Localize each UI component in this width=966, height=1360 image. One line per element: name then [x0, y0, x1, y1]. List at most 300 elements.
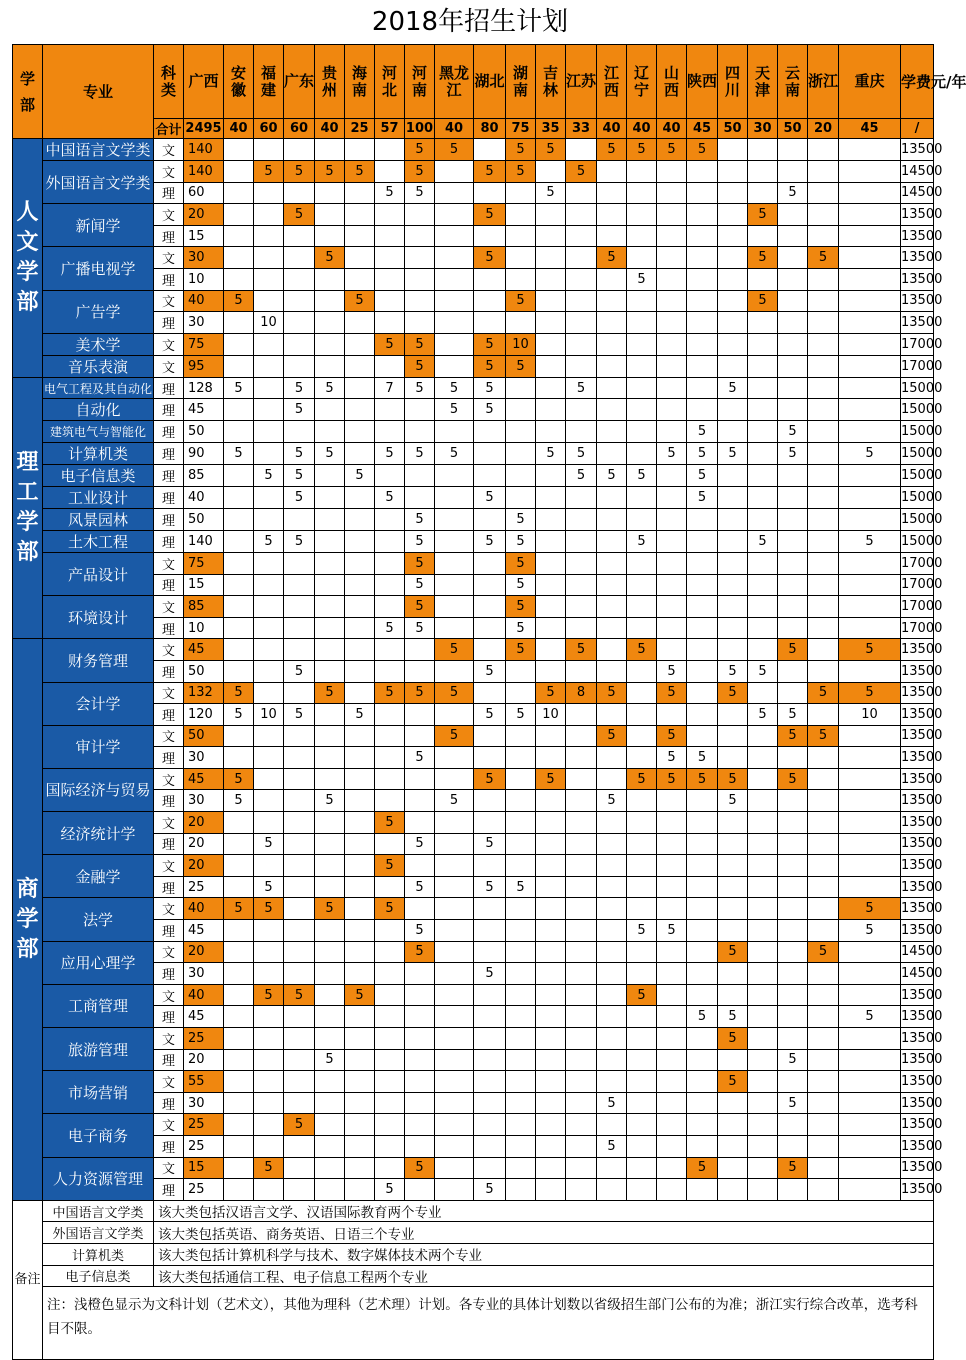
quota-cell: 5 — [224, 442, 254, 464]
major-name: 风景园林 — [43, 508, 154, 530]
quota-cell — [778, 1135, 808, 1157]
quota-cell — [284, 682, 315, 704]
quota-cell — [748, 333, 778, 355]
quota-cell — [718, 963, 748, 985]
quota-cell: 5 — [597, 725, 627, 747]
quota-cell — [597, 290, 627, 312]
tuition-fee: 15000 — [901, 399, 934, 421]
quota-cell: 5 — [405, 182, 435, 204]
quota-cell — [474, 1049, 506, 1071]
quota-cell: 5 — [315, 247, 345, 269]
quota-cell — [536, 920, 566, 942]
quota-cell — [254, 855, 284, 877]
quota-cell — [345, 421, 375, 443]
quota-cell — [566, 876, 597, 898]
quota-cell: 5 — [687, 442, 718, 464]
quota-cell — [718, 812, 748, 834]
quota-cell — [435, 596, 474, 618]
quota-cell — [687, 660, 718, 682]
subject-type: 理 — [154, 442, 184, 464]
quota-cell: 5 — [435, 682, 474, 704]
quota-cell — [839, 312, 901, 334]
quota-cell — [627, 1114, 657, 1136]
quota-cell — [435, 963, 474, 985]
quota-cell — [254, 290, 284, 312]
quota-cell — [808, 747, 839, 769]
quota-cell — [284, 552, 315, 574]
quota-cell — [506, 268, 536, 290]
tuition-fee: 13500 — [901, 725, 934, 747]
table-row — [13, 161, 934, 183]
quota-cell — [435, 617, 474, 639]
quota-cell — [627, 1049, 657, 1071]
quota-cell — [718, 639, 748, 661]
row-total: 50 — [184, 421, 224, 443]
quota-cell — [315, 855, 345, 877]
table-row — [13, 941, 934, 963]
quota-cell: 5 — [808, 247, 839, 269]
quota-cell — [748, 312, 778, 334]
quota-cell: 5 — [405, 941, 435, 963]
quota-cell: 5 — [778, 421, 808, 443]
quota-cell — [474, 290, 506, 312]
quota-cell — [474, 442, 506, 464]
quota-cell — [778, 552, 808, 574]
quota-cell — [627, 247, 657, 269]
quota-cell: 5 — [435, 790, 474, 812]
quota-cell: 5 — [405, 833, 435, 855]
major-name: 法学 — [43, 898, 154, 941]
quota-cell — [224, 508, 254, 530]
quota-cell — [345, 552, 375, 574]
quota-cell — [375, 312, 405, 334]
quota-cell — [808, 596, 839, 618]
subject-type: 文 — [154, 247, 184, 269]
province-total: 50 — [778, 119, 808, 139]
quota-cell — [627, 682, 657, 704]
table-row — [13, 682, 934, 704]
quota-cell — [375, 747, 405, 769]
row-total: 10 — [184, 617, 224, 639]
tuition-fee: 13500 — [901, 812, 934, 834]
table-row — [13, 530, 934, 552]
quota-cell — [778, 508, 808, 530]
subject-type: 文 — [154, 1028, 184, 1050]
quota-cell — [536, 333, 566, 355]
subject-type: 理 — [154, 660, 184, 682]
table-row — [13, 421, 934, 443]
quota-cell — [375, 247, 405, 269]
quota-cell: 5 — [657, 768, 687, 790]
subject-type: 理 — [154, 508, 184, 530]
quota-cell: 5 — [718, 941, 748, 963]
quota-cell — [474, 1071, 506, 1093]
quota-cell — [435, 486, 474, 508]
quota-cell: 5 — [375, 898, 405, 920]
quota-cell: 5 — [474, 486, 506, 508]
quota-cell — [778, 464, 808, 486]
quota-cell — [224, 1157, 254, 1179]
quota-cell — [627, 225, 657, 247]
quota-cell — [254, 617, 284, 639]
subject-type: 理 — [154, 920, 184, 942]
quota-cell — [657, 421, 687, 443]
quota-cell — [778, 139, 808, 161]
quota-cell — [474, 790, 506, 812]
quota-cell: 5 — [536, 139, 566, 161]
major-name: 人力资源管理 — [43, 1157, 154, 1200]
quota-cell — [808, 399, 839, 421]
quota-cell — [224, 1114, 254, 1136]
quota-cell — [627, 355, 657, 377]
quota-cell — [839, 660, 901, 682]
quota-cell — [566, 768, 597, 790]
quota-cell — [315, 464, 345, 486]
quota-cell — [839, 984, 901, 1006]
quota-cell — [506, 1092, 536, 1114]
table-row — [13, 898, 934, 920]
quota-cell — [627, 1135, 657, 1157]
major-name: 外国语言文学类 — [43, 161, 154, 204]
subject-type: 理 — [154, 876, 184, 898]
quota-cell — [718, 508, 748, 530]
quota-cell — [345, 225, 375, 247]
row-total: 15 — [184, 1157, 224, 1179]
quota-cell: 5 — [315, 682, 345, 704]
quota-cell — [718, 1049, 748, 1071]
quota-cell — [566, 617, 597, 639]
tuition-fee: 13500 — [901, 247, 934, 269]
quota-cell — [778, 682, 808, 704]
quota-cell: 5 — [718, 682, 748, 704]
quota-cell — [718, 399, 748, 421]
table-row — [13, 204, 934, 226]
quota-cell: 5 — [405, 617, 435, 639]
quota-cell — [597, 898, 627, 920]
quota-cell: 5 — [657, 442, 687, 464]
province-header: 山西 — [657, 45, 687, 119]
quota-cell — [748, 596, 778, 618]
quota-cell — [566, 1179, 597, 1201]
quota-cell — [405, 984, 435, 1006]
province-total: 30 — [748, 119, 778, 139]
quota-cell — [687, 639, 718, 661]
quota-cell — [315, 1028, 345, 1050]
row-total: 20 — [184, 941, 224, 963]
subject-type: 理 — [154, 1092, 184, 1114]
tuition-fee: 13500 — [901, 747, 934, 769]
tuition-fee: 13500 — [901, 1049, 934, 1071]
quota-cell: 5 — [375, 1179, 405, 1201]
tuition-fee: 14500 — [901, 963, 934, 985]
quota-cell — [808, 508, 839, 530]
quota-cell — [224, 464, 254, 486]
province-header: 江苏 — [566, 45, 597, 119]
quota-cell — [435, 464, 474, 486]
quota-cell — [597, 833, 627, 855]
quota-cell — [435, 574, 474, 596]
quota-cell — [778, 399, 808, 421]
quota-cell — [687, 920, 718, 942]
quota-cell — [718, 1179, 748, 1201]
quota-cell: 5 — [687, 1006, 718, 1028]
quota-cell — [506, 377, 536, 399]
quota-cell — [627, 898, 657, 920]
quota-cell — [254, 421, 284, 443]
quota-cell — [345, 596, 375, 618]
major-name: 新闻学 — [43, 204, 154, 247]
quota-cell — [375, 1028, 405, 1050]
quota-cell — [254, 660, 284, 682]
quota-cell — [375, 508, 405, 530]
quota-cell — [536, 1006, 566, 1028]
quota-cell — [345, 639, 375, 661]
row-total: 40 — [184, 984, 224, 1006]
quota-cell — [627, 876, 657, 898]
table-row — [13, 355, 934, 377]
quota-cell — [435, 876, 474, 898]
quota-cell — [284, 876, 315, 898]
quota-cell: 5 — [718, 1028, 748, 1050]
quota-cell: 5 — [657, 920, 687, 942]
quota-cell — [224, 1071, 254, 1093]
quota-cell — [839, 139, 901, 161]
table-row — [13, 855, 934, 877]
quota-cell: 5 — [536, 182, 566, 204]
quota-cell: 5 — [808, 941, 839, 963]
quota-cell — [687, 312, 718, 334]
major-header: 专业 — [43, 45, 154, 139]
province-total: 60 — [284, 119, 315, 139]
quota-cell — [778, 530, 808, 552]
quota-cell — [315, 704, 345, 726]
quota-cell — [435, 161, 474, 183]
quota-cell — [224, 855, 254, 877]
quota-cell: 5 — [375, 182, 405, 204]
quota-cell — [839, 768, 901, 790]
quota-cell — [284, 617, 315, 639]
quota-cell — [627, 812, 657, 834]
quota-cell — [345, 268, 375, 290]
tuition-fee: 13500 — [901, 1114, 934, 1136]
quota-cell — [474, 639, 506, 661]
note-row — [13, 1265, 934, 1287]
quota-cell: 5 — [315, 898, 345, 920]
quota-cell — [315, 421, 345, 443]
quota-cell — [748, 920, 778, 942]
quota-cell — [375, 1135, 405, 1157]
quota-cell: 5 — [687, 486, 718, 508]
quota-cell — [597, 312, 627, 334]
quota-cell — [375, 833, 405, 855]
quota-cell — [778, 355, 808, 377]
quota-cell — [284, 941, 315, 963]
quota-cell: 5 — [718, 1006, 748, 1028]
row-total: 40 — [184, 290, 224, 312]
quota-cell — [627, 963, 657, 985]
quota-cell — [748, 682, 778, 704]
quota-cell: 5 — [597, 1135, 627, 1157]
tuition-fee: 13500 — [901, 225, 934, 247]
quota-cell: 5 — [718, 660, 748, 682]
quota-cell — [627, 833, 657, 855]
quota-cell — [474, 464, 506, 486]
quota-cell — [506, 399, 536, 421]
quota-cell — [808, 617, 839, 639]
quota-cell — [345, 486, 375, 508]
quota-cell — [405, 963, 435, 985]
quota-cell — [597, 747, 627, 769]
quota-cell: 5 — [657, 139, 687, 161]
quota-cell — [435, 898, 474, 920]
quota-cell — [566, 290, 597, 312]
quota-cell — [748, 268, 778, 290]
quota-cell — [657, 1071, 687, 1093]
quota-cell — [345, 1157, 375, 1179]
quota-cell — [718, 247, 748, 269]
quota-cell — [839, 508, 901, 530]
quota-cell — [657, 1157, 687, 1179]
quota-cell — [748, 1071, 778, 1093]
quota-cell — [627, 377, 657, 399]
quota-cell — [748, 1179, 778, 1201]
major-name: 经济统计学 — [43, 812, 154, 855]
quota-cell: 5 — [536, 442, 566, 464]
quota-cell — [284, 268, 315, 290]
quota-cell — [315, 768, 345, 790]
quota-cell — [224, 747, 254, 769]
subject-type: 文 — [154, 941, 184, 963]
quota-cell — [345, 790, 375, 812]
quota-cell — [687, 182, 718, 204]
quota-cell — [748, 225, 778, 247]
quota-cell — [657, 355, 687, 377]
quota-cell — [687, 704, 718, 726]
quota-cell: 5 — [284, 204, 315, 226]
tuition-fee: 13500 — [901, 290, 934, 312]
province-total: 45 — [839, 119, 901, 139]
quota-cell — [566, 963, 597, 985]
quota-cell — [506, 247, 536, 269]
quota-cell: 5 — [284, 660, 315, 682]
table-row — [13, 639, 934, 661]
quota-cell — [566, 204, 597, 226]
quota-cell — [597, 399, 627, 421]
quota-cell — [224, 1179, 254, 1201]
quota-cell: 5 — [254, 530, 284, 552]
quota-cell — [315, 1114, 345, 1136]
quota-cell — [597, 1157, 627, 1179]
quota-cell — [778, 377, 808, 399]
quota-cell — [435, 941, 474, 963]
quota-cell — [405, 1114, 435, 1136]
province-header: 陕西 — [687, 45, 718, 119]
quota-cell: 5 — [718, 768, 748, 790]
note-footer-row — [13, 1287, 934, 1360]
quota-cell: 5 — [405, 530, 435, 552]
quota-cell — [224, 660, 254, 682]
row-total: 50 — [184, 725, 224, 747]
quota-cell — [435, 552, 474, 574]
quota-cell — [224, 1092, 254, 1114]
quota-cell — [778, 161, 808, 183]
quota-cell — [474, 898, 506, 920]
quota-cell — [315, 725, 345, 747]
quota-cell — [808, 1135, 839, 1157]
quota-cell — [474, 682, 506, 704]
quota-cell — [375, 268, 405, 290]
quota-cell — [808, 1114, 839, 1136]
quota-cell: 7 — [375, 377, 405, 399]
quota-cell — [566, 1092, 597, 1114]
quota-cell — [597, 963, 627, 985]
quota-cell — [808, 1049, 839, 1071]
quota-cell — [597, 704, 627, 726]
table-row — [13, 768, 934, 790]
province-total: 40 — [597, 119, 627, 139]
quota-cell: 5 — [284, 486, 315, 508]
quota-cell: 5 — [778, 182, 808, 204]
quota-cell — [345, 182, 375, 204]
quota-cell — [375, 204, 405, 226]
quota-cell: 5 — [284, 1114, 315, 1136]
row-total: 20 — [184, 833, 224, 855]
quota-cell — [839, 290, 901, 312]
subject-type: 文 — [154, 1071, 184, 1093]
table-row — [13, 377, 934, 399]
quota-cell: 5 — [284, 399, 315, 421]
quota-cell — [254, 596, 284, 618]
quota-cell: 5 — [345, 290, 375, 312]
row-total: 75 — [184, 552, 224, 574]
quota-cell: 5 — [687, 139, 718, 161]
quota-cell — [687, 833, 718, 855]
tuition-fee: 14500 — [901, 161, 934, 183]
quota-cell — [536, 833, 566, 855]
quota-cell — [778, 833, 808, 855]
quota-cell — [284, 1049, 315, 1071]
quota-cell — [536, 1049, 566, 1071]
tuition-fee: 13500 — [901, 312, 934, 334]
quota-cell: 5 — [474, 399, 506, 421]
quota-cell: 5 — [435, 725, 474, 747]
tuition-fee: 13500 — [901, 833, 934, 855]
quota-cell — [839, 161, 901, 183]
province-total: 50 — [718, 119, 748, 139]
quota-cell — [474, 617, 506, 639]
quota-cell — [536, 1179, 566, 1201]
table-row — [13, 812, 934, 834]
subject-type: 理 — [154, 225, 184, 247]
quota-cell — [566, 1006, 597, 1028]
quota-cell — [778, 898, 808, 920]
quota-cell: 5 — [284, 984, 315, 1006]
quota-cell — [839, 399, 901, 421]
quota-cell — [566, 399, 597, 421]
quota-cell: 8 — [566, 682, 597, 704]
tuition-fee: 17000 — [901, 596, 934, 618]
quota-cell — [597, 508, 627, 530]
quota-cell — [224, 161, 254, 183]
quota-cell — [284, 639, 315, 661]
tuition-fee: 13500 — [901, 984, 934, 1006]
quota-cell — [345, 442, 375, 464]
quota-cell — [315, 941, 345, 963]
quota-cell — [748, 941, 778, 963]
row-total: 50 — [184, 660, 224, 682]
quota-cell — [597, 639, 627, 661]
quota-cell — [284, 333, 315, 355]
